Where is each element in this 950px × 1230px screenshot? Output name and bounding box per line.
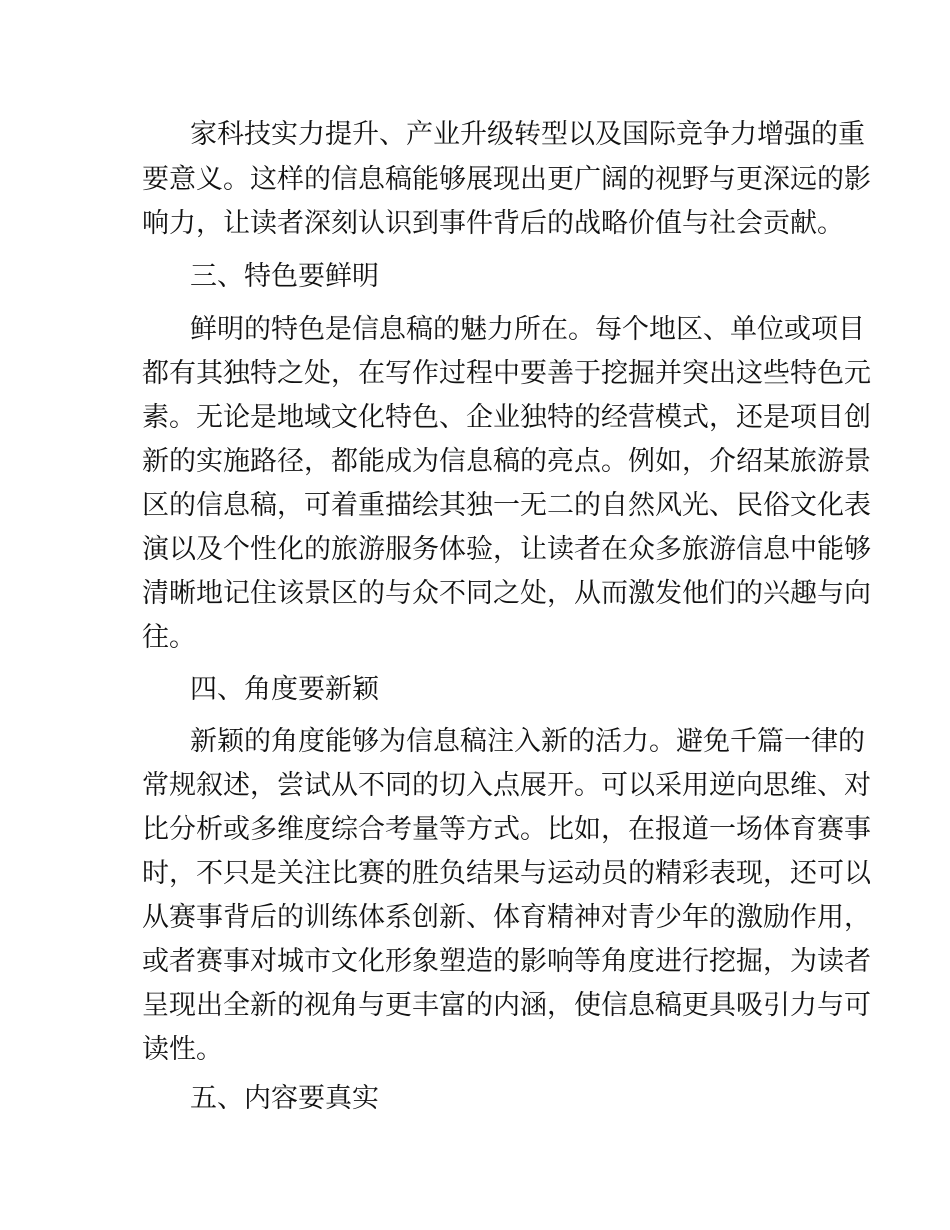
paragraph-line: 往。 (142, 622, 196, 653)
paragraph-line: 鲜明的特色是信息稿的魅力所在。每个地区、单位或项目 (190, 314, 865, 345)
paragraph-line: 呈现出全新的视角与更丰富的内涵，使信息稿更具吸引力与可 (142, 990, 871, 1021)
paragraph-line: 素。无论是地域文化特色、企业独特的经营模式，还是项目创 (142, 402, 871, 433)
paragraph-line: 演以及个性化的旅游服务体验，让读者在众多旅游信息中能够 (142, 534, 871, 565)
paragraph-line: 常规叙述，尝试从不同的切入点展开。可以采用逆向思维、对 (142, 770, 871, 801)
paragraph-line: 都有其独特之处，在写作过程中要善于挖掘并突出这些特色元 (142, 358, 871, 389)
paragraph-line: 新的实施路径，都能成为信息稿的亮点。例如，介绍某旅游景 (142, 446, 871, 477)
paragraph-line: 家科技实力提升、产业升级转型以及国际竞争力增强的重 (190, 119, 865, 150)
paragraph-line: 清晰地记住该景区的与众不同之处，从而激发他们的兴趣与向 (142, 578, 871, 609)
paragraph-line: 从赛事背后的训练体系创新、体育精神对青少年的激励作用， (142, 902, 871, 933)
paragraph-line: 区的信息稿，可着重描绘其独一无二的自然风光、民俗文化表 (142, 490, 871, 521)
paragraph-line: 响力，让读者深刻认识到事件背后的战略价值与社会贡献。 (142, 208, 844, 239)
paragraph-line: 新颖的角度能够为信息稿注入新的活力。避免千篇一律的 (190, 726, 865, 757)
paragraph-line: 要意义。这样的信息稿能够展现出更广阔的视野与更深远的影 (142, 164, 871, 195)
section-heading: 三、特色要鲜明 (190, 261, 379, 292)
paragraph-line: 时，不只是关注比赛的胜负结果与运动员的精彩表现，还可以 (142, 858, 871, 889)
section-heading: 五、内容要真实 (190, 1083, 379, 1114)
paragraph-line: 读性。 (142, 1034, 223, 1065)
section-heading: 四、角度要新颖 (190, 674, 379, 705)
paragraph-line: 或者赛事对城市文化形象塑造的影响等角度进行挖掘，为读者 (142, 946, 871, 977)
paragraph-line: 比分析或多维度综合考量等方式。比如，在报道一场体育赛事 (142, 814, 871, 845)
